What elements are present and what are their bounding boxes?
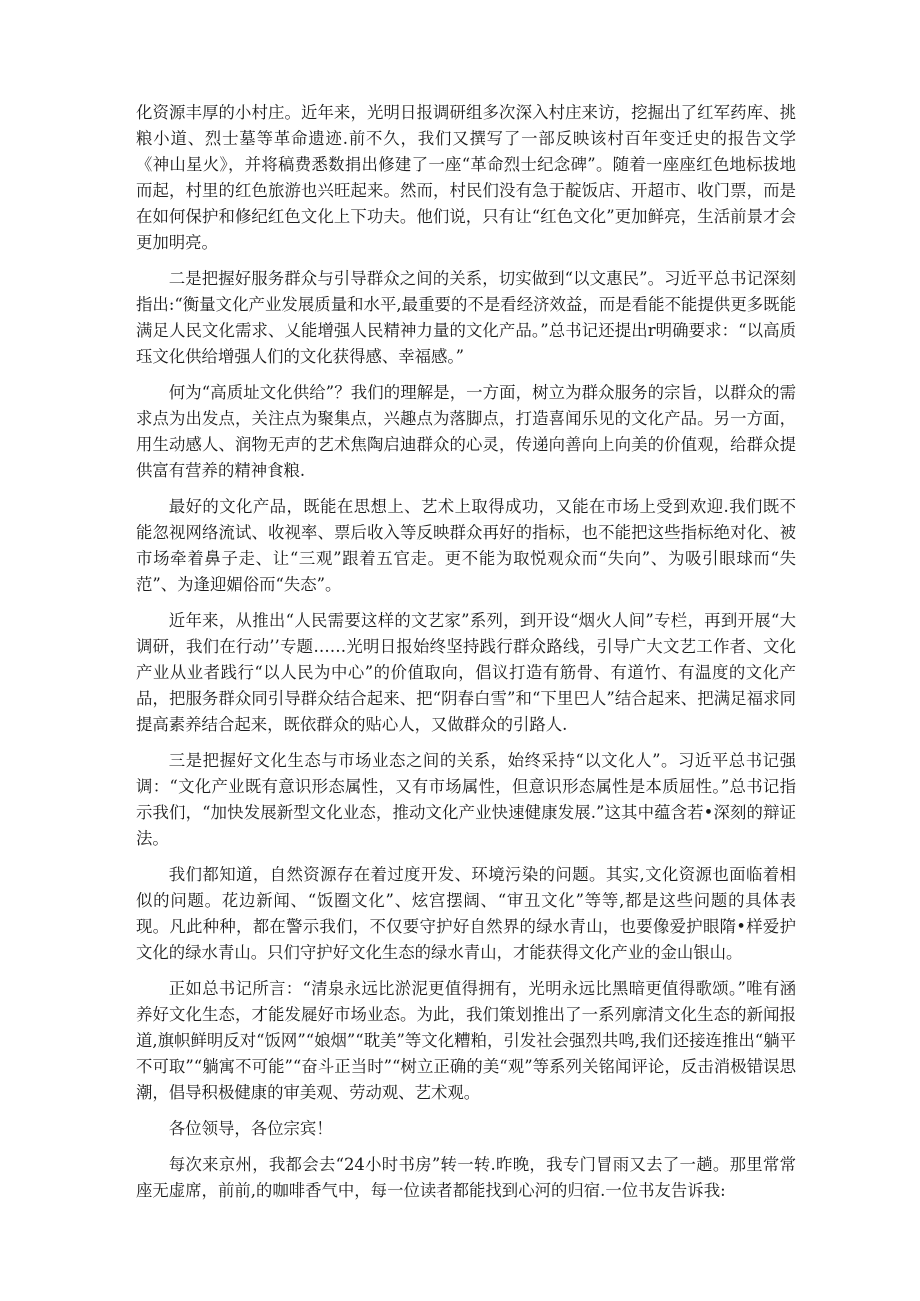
- paragraph-4: 最好的文化产品，既能在思想上、艺术上取得成功，又能在市场上受到欢迎.我们既不能忽视网络流试、收视率、票后收入等反映群众再好的指标，也不能把这些指标绝对化、被市场牵着鼻子走、让“三观”跟着五官走。更不能为取悦观众而“失向”、为吸引眼球而“失范”、为逢迎媚俗而“失态”。: [136, 497, 796, 594]
- paragraph-10: 每次来京州，我都会去“24小时书房”转一转.昨晚，我专门冒雨又去了一趟。那里常常座无虚席，前前,的咖啡香气中，每一位读者都能找到心河的归宿.一位书友告诉我:: [136, 1155, 796, 1200]
- paragraph-9: 各位领导，各位宗宾！: [168, 1119, 333, 1138]
- document-page: [136, 100, 796, 1214]
- paragraph-6: 三是把握好文化生态与市场业态之间的关系，始终采持“以文化人”。习近平总书记强调：“文化产业既有意识形态属性，又有市场属性，但意识形态属性是本质屈性。”总书记指示我们，“加快发展新型文化业态，推动文化产业快速健康发展.”这其中蕴含若•深刻的辩证法。: [136, 751, 796, 848]
- paragraph-8: 正如总书记所言：“清泉永远比淤泥更值得拥有，光明永远比黑暗更值得歌颂。”唯有涵养好文化生态，才能发屣好市场业态。为此，我们策划推出了一系列廓清文化生态的新闻报道,旗帜鲜明反对“饭网”“娘烟”“耽美”等文化糟粕，引发社会强烈共鸣,我们还接连推出“躺平不可取”“躺寓不可能”“奋斗正当时”“树立正确的美“观”等系列关铭闻评论，反击消极错误思潮，倡导积极健康的审美观、劳动观、艺术观。: [136, 979, 796, 1102]
- paragraph-7: 我们都知道，自然资源存在着过度开发、环境污染的问题。其实,文化资源也面临着相似的问题。花边新闻、“饭圈文化”、炫宫摆阔、“审丑文化”等等,都是这些问题的具体表现。凡此种种，都在警示我们，不仅要守护好自然界的绿水青山，也要像爱护眼隋•样爱护文化的绿水青山。只们守护好文化生态的绿水青山，才能获得文化产业的金山银山。: [136, 865, 796, 962]
- paragraph-3: 何为“高质址文化供给”？我们的理解是，一方面，树立为群众服务的宗旨，以群众的需求点为出发点，关注点为聚集点，兴趣点为落脚点，打造喜闻乐见的文化产品。另一方面，用生动感人、润物无声的艺术焦陶启迪群众的心灵，传递向善向上向美的价值观，给群众提供富有营养的精神食粮.: [136, 383, 796, 480]
- paragraph-1: 化资源丰厚的小村庄。近年来，光明日报调研组多次深入村庄来访，挖掘出了红军药库、挑粮小道、烈士墓等革命遗迹.前不久，我们又撰写了一部反映该村百年变迁史的报告文学《神山星火》，并将稿费悉数捐出修建了一座“革命烈士纪念碑”。随着一座座红色地标拔地而起，村里的红色旅游也兴旺起来。然而，村民们没有急于靛饭店、开超市、收门票，而是在如何保护和修纪红色文化上下功夫。他们说，只有让“红色文化”更加鲜亮，生活前景才会更加明亮。: [136, 103, 796, 252]
- paragraph-2: 二是把握好服务群众与引导群众之间的关系，切实做到“以文惠民”。习近平总书记深刻指出:“衡量文化产业发展质量和水平,最重要的不是看经济效益，而是看能不能提供更多既能满足人民文化需求、乂能增强人民精神力量的文化产品。”总书记还提出r明确要求：“以高质珏文化供给增强人们的文化获得感、幸福感。”: [136, 269, 796, 366]
- paragraph-5: 近年来，从推出“人民需要这样的文艺家”系列，到开设“烟火人间”专栏，再到开展“大调研，我们在行动’’专题……光明日报始终坚持践行群众路线，引导广大文艺工作者、文化产业从业者践行“以人民为中心”的价值取向，倡议打造有筋骨、有道竹、有温度的文化产品，把服务群众同引导群众结合起来、把“阴春白雪”和“下里巴人”结合起来、把满足福求同提高素养结合起来，既依群众的贴心人，又做群众的引路人.: [136, 611, 796, 734]
